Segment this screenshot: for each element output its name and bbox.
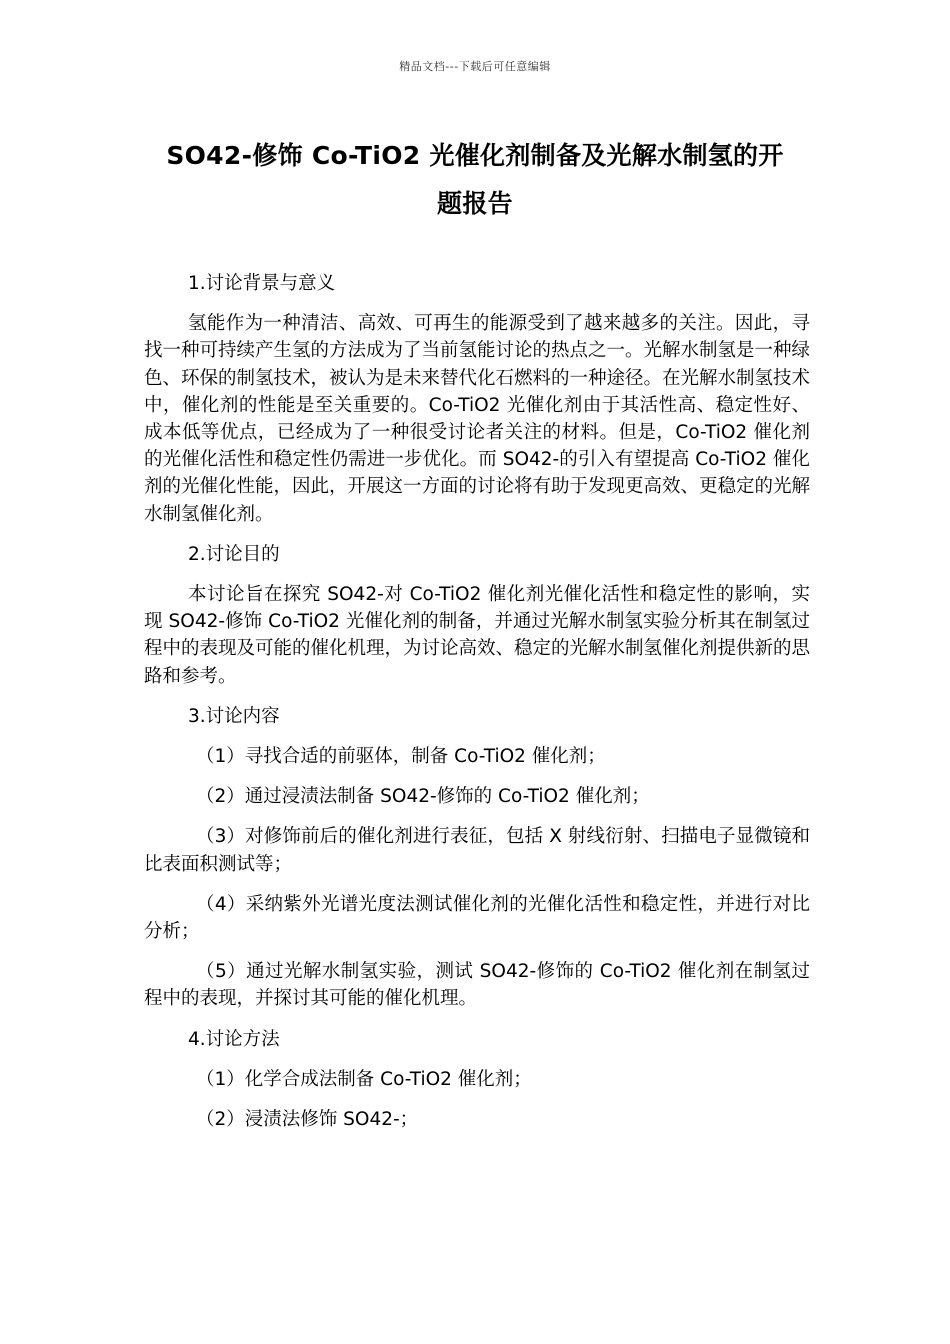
section-heading-2: 2.讨论目的 <box>188 543 280 565</box>
title-line-1: SO42-修饰 Co-TiO2 光催化剂制备及光解水制氢的开 <box>166 141 784 170</box>
section-heading-4: 4.讨论方法 <box>188 1028 280 1050</box>
section-paragraph-1: 氢能作为一种清洁、高效、可再生的能源受到了越来越多的关注。因此，寻找一种可持续产生氢的方法成为了当前氢能讨论的热点之一。光解水制氢是一种绿色、环保的制氢技术，被认为是未来替代化石燃料的一种途径。在光解水制氢技术中，催化剂的性能是至关重要的。Co-TiO2 光催化剂由于其活性高、稳定性好、成本低等优点，已经成为了一种很受讨论者关注的材料。但是，Co-TiO2 催化剂的光催化活性和稳定性仍需进一步优化。而 SO42-的引入有望提高 Co-TiO2 催化剂的光催化性能，因此，开展这一方面的讨论将有助于发现更高效、更稳定的光解水制氢催化剂。 <box>144 313 811 525</box>
list-item: （4）采纳紫外光谱光度法测试催化剂的光催化活性和稳定性，并进行对比分析； <box>144 893 810 943</box>
list-item: （3）对修饰前后的催化剂进行表征，包括 X 射线衍射、扫描电子显微镜和比表面积测试等； <box>144 826 810 875</box>
list-item: （1）化学合成法制备 Co-TiO2 催化剂； <box>196 1068 532 1090</box>
list-item: （5）通过光解水制氢实验，测试 SO42-修饰的 Co-TiO2 催化剂在制氢过程中的表现，并探讨其可能的催化机理。 <box>144 961 810 1010</box>
section-paragraph-2: 本讨论旨在探究 SO42-对 Co-TiO2 催化剂光催化活性和稳定性的影响，实现 SO42-修饰 Co-TiO2 光催化剂的制备，并通过光解水制氢实验分析其在制氢过程中的表现及可能的催化机理，为讨论高效、稳定的光解水制氢催化剂提供新的思路和参考。 <box>144 584 811 687</box>
list-item: （2）浸渍法修饰 SO42-； <box>196 1109 419 1131</box>
list-item: （1）寻找合适的前驱体，制备 Co-TiO2 催化剂； <box>196 746 606 768</box>
title-line-2: 题报告 <box>437 189 513 218</box>
list-item: （2）通过浸渍法制备 SO42-修饰的 Co-TiO2 催化剂； <box>196 786 650 808</box>
section-heading-3: 3.讨论内容 <box>188 705 280 727</box>
document-title <box>140 132 810 228</box>
document-body <box>144 270 810 1146</box>
section-heading-1: 1.讨论背景与意义 <box>188 273 336 294</box>
header-note: 精品文档---下载后可任意编辑 <box>399 60 551 73</box>
